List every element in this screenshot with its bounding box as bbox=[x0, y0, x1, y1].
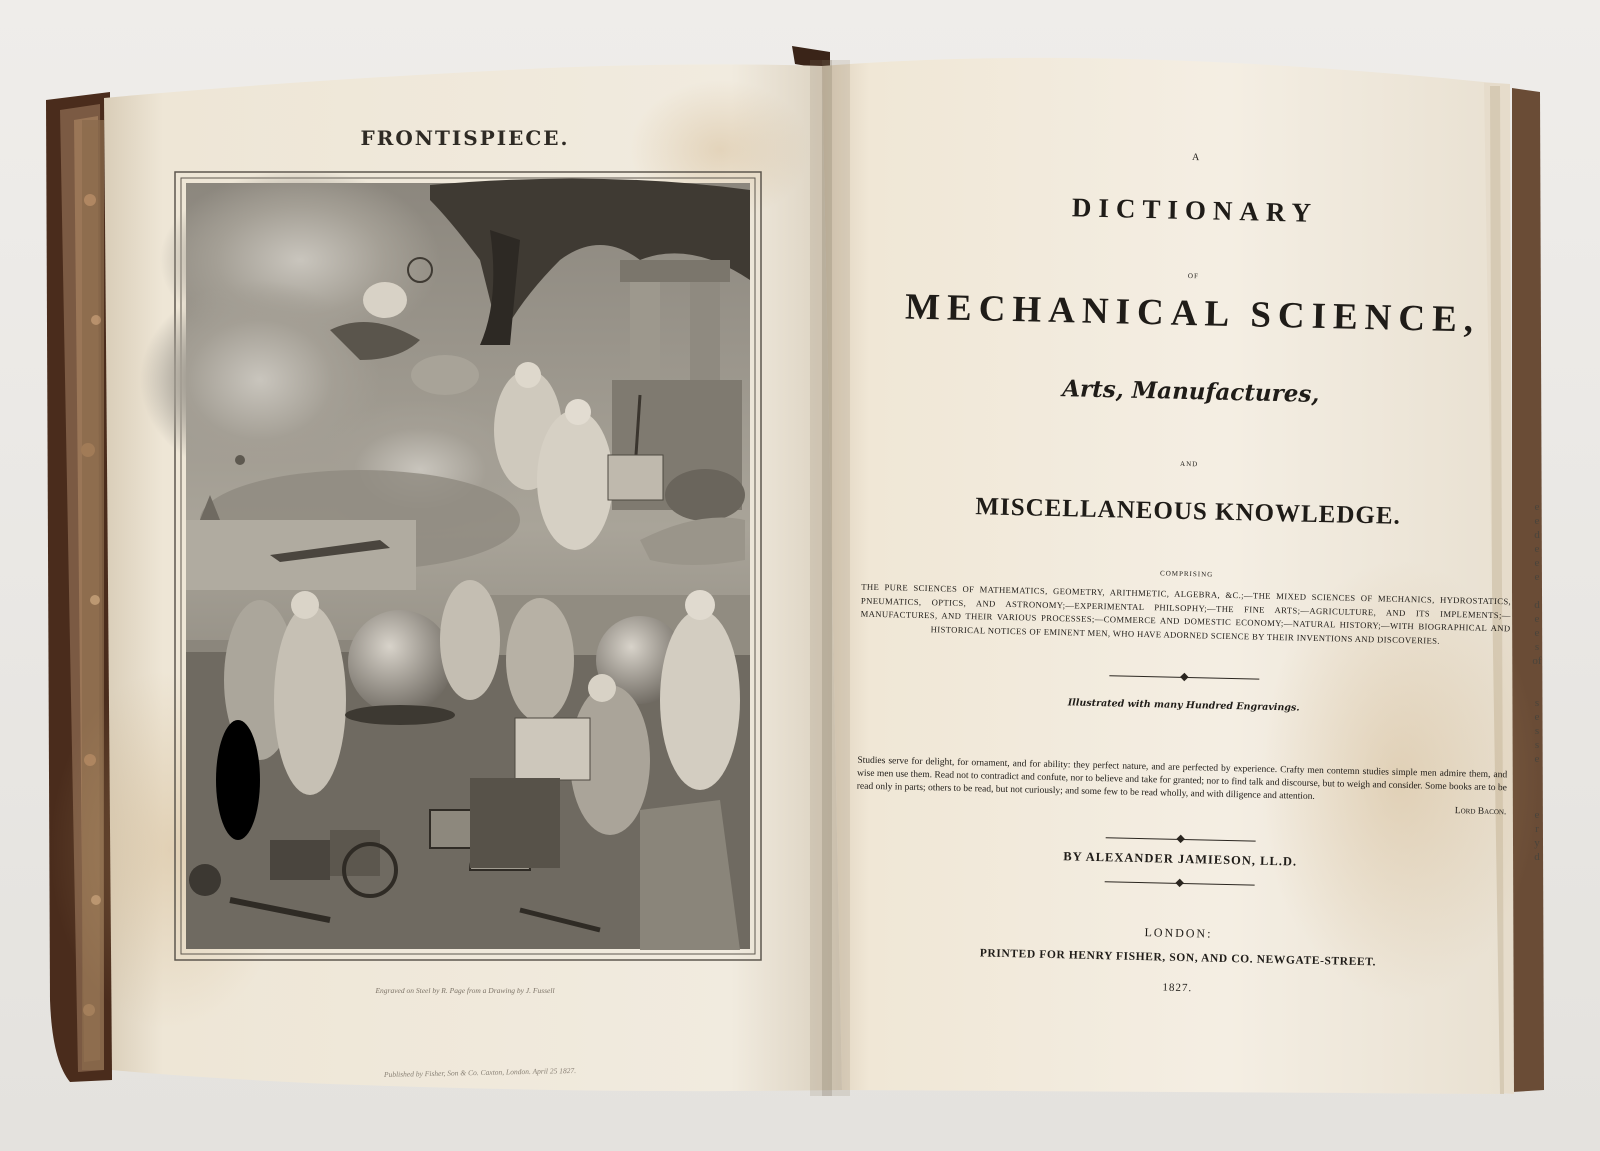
edge-letter bbox=[1527, 682, 1547, 696]
title-arts-manufactures: Arts, Manufactures, bbox=[1061, 375, 1320, 408]
edge-letter: s bbox=[1534, 697, 1540, 709]
edge-letter bbox=[1527, 780, 1547, 794]
edge-letter: e bbox=[1534, 613, 1540, 625]
illustrated-note: Illustrated with many Hundred Engravings. bbox=[1067, 697, 1300, 714]
bacon-quotation bbox=[856, 755, 1507, 820]
edge-letter: e bbox=[1534, 711, 1540, 723]
edge-letter: d bbox=[1534, 599, 1540, 611]
engraver-caption: Engraved on Steel by R. Page from a Drawing by J. Fussell bbox=[375, 986, 555, 995]
edge-letter: of bbox=[1532, 655, 1542, 667]
sciences-paragraph: THE PURE SCIENCES OF MATHEMATICS, GEOMETRY, ARITHMETIC, ALGEBRA, &C.;—THE MIXED SCIENCES OF MECHANICS, HYDROSTATICS, PNEUMATICS, OPTICS, AND ASTRONOMY;—EXPERIMENTAL PHILSOPHY;—THE FINE ARTS;—AGRICULTURE, AND ITS IMPLEMENTS;—MANUFACTURES, AND THEIR VARIOUS PROCESSES;—COMMERCE AND DOMESTIC ECONOMY;—NATURAL HISTORY;—WITH BIOGRAPHICAL AND HISTORICAL NOTICES OF EMINENT MEN, WHO HAVE ADORNED SCIENCE BY THEIR INVENTIONS AND DISCOVERIES. bbox=[860, 581, 1512, 646]
edge-letter: e bbox=[1534, 515, 1540, 527]
frontispiece-engraving bbox=[140, 170, 761, 960]
title-dictionary: DICTIONARY bbox=[1071, 192, 1319, 228]
edge-letter: s bbox=[1534, 739, 1540, 751]
edge-letter: d bbox=[1534, 851, 1540, 863]
edge-letter: d bbox=[1534, 529, 1540, 541]
imprint-year: 1827. bbox=[1162, 981, 1193, 995]
publisher-imprint-line: Published by Fisher, Son & Co. Caxton, London. April 25 1827. bbox=[383, 1065, 577, 1080]
edge-letter: r bbox=[1535, 823, 1539, 835]
title-miscellaneous-knowledge: MISCELLANEOUS KNOWLEDGE. bbox=[975, 493, 1402, 530]
title-comprising: COMPRISING bbox=[1160, 569, 1214, 579]
edge-letter: e bbox=[1534, 557, 1540, 569]
quotation-attribution: Lord Bacon. bbox=[1454, 806, 1507, 818]
imprint-city: LONDON: bbox=[1144, 925, 1213, 941]
edge-letter: e bbox=[1534, 543, 1540, 555]
title-article: A bbox=[1191, 152, 1201, 164]
edge-letter: e bbox=[1534, 809, 1540, 821]
edge-letter: e bbox=[1534, 501, 1540, 513]
title-and: AND bbox=[1179, 459, 1199, 469]
ornament-rule bbox=[1106, 834, 1256, 845]
next-page-edge-letters bbox=[1527, 500, 1547, 864]
edge-letter: e bbox=[1534, 753, 1540, 765]
edge-letter: s bbox=[1534, 641, 1540, 653]
ornament-rule bbox=[1105, 878, 1255, 889]
title-mechanical-science: MECHANICAL SCIENCE, bbox=[904, 286, 1481, 341]
edge-letter: e bbox=[1534, 571, 1540, 583]
author-line: BY ALEXANDER JAMIESON, LL.D. bbox=[1063, 849, 1298, 869]
title-page bbox=[830, 32, 1543, 1087]
title-of: OF bbox=[1187, 271, 1200, 281]
frontispiece-heading: FRONTISPIECE. bbox=[360, 126, 570, 150]
edge-letter bbox=[1527, 584, 1547, 598]
edge-letter bbox=[1527, 668, 1547, 682]
quotation-text: Studies serve for delight, for ornament, and for ability: they perfect nature, and are perfected by experience. Crafty men contemn studies simple men admire them, and wise men use them. Read not to contradict and confute, nor to believe and take for granted; nor to find talk and discourse, but to weigh and consider. Some books are to be read only in parts; others to be read, but not curiously; and some few to be read wholly, and with diligence and attention. bbox=[856, 755, 1508, 802]
imprint-printer: PRINTED FOR HENRY FISHER, SON, AND CO. NEWGATE-STREET. bbox=[979, 947, 1377, 969]
edge-letter: s bbox=[1534, 725, 1540, 737]
ornament-rule bbox=[1109, 672, 1259, 683]
edge-letter bbox=[1527, 766, 1547, 780]
edge-letter bbox=[1527, 794, 1547, 808]
edge-letter: y bbox=[1534, 837, 1540, 849]
edge-letter: e bbox=[1534, 627, 1540, 639]
